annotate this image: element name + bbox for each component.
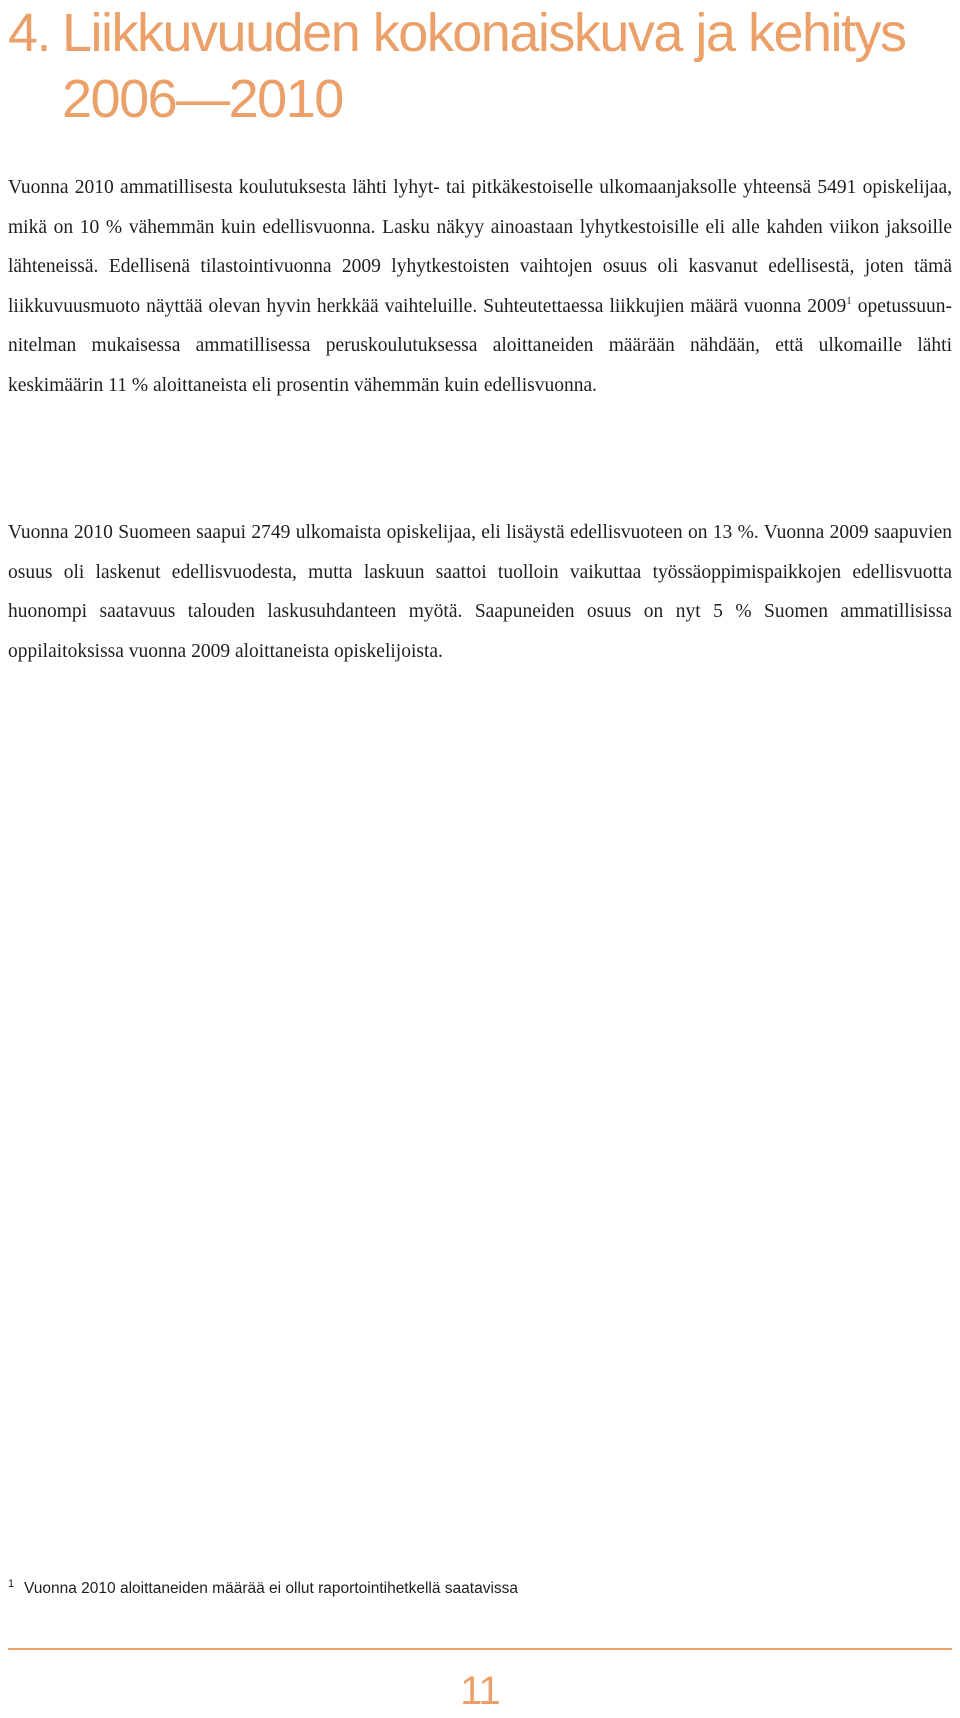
chapter-heading: [8, 0, 948, 132]
paragraph-1-text-end: opetussuunnitelman mukaisessa ammatillisessa peruskoulutuksessa aloittaneiden määrään nähdään, että ulkomaille lähti keskimäärin 11 % aloittaneista eli prosentin vähemmän kuin edellisvuonna.: [8, 295, 953, 396]
footnote-mark: 1: [8, 1578, 15, 1590]
chapter-number: 4.: [8, 3, 51, 63]
footnote-text: Vuonna 2010 aloittaneiden määrää ei ollut raportointihetkellä saatavissa: [24, 1580, 519, 1597]
page-number: 11: [460, 1669, 500, 1713]
chapter-title: Liikkuvuuden kokonaiskuva ja kehitys: [62, 3, 906, 63]
chapter-years: 2006—2010: [62, 69, 343, 129]
footer-divider: [8, 1648, 952, 1650]
footnote: [8, 1574, 948, 1599]
body-paragraph-2: Vuonna 2010 Suomeen saapui 2749 ulkomaista opiskelijaa, eli lisäystä edellisvuoteen on 13 %. Vuonna 2009 saapuvien osuus oli laskenut edellisvuodesta, mutta laskuun saattoi tuolloin vaikuttaa työssäoppimispaikkojen edellisvuotta huonompi saatavuus talouden laskusuhdanteen myötä. Saapuneiden osuus on nyt 5 % Suomen ammatillisissa oppilaitoksissa vuonna 2009 aloittaneista opiskelijoista.: [8, 522, 952, 662]
chapter-heading-line1: [8, 0, 948, 66]
body-paragraph-1: [8, 168, 952, 405]
footnote-reference: 1: [846, 294, 852, 307]
paragraph-1-text-start: Vuonna 2010 ammatillisesta koulutuksesta lähti lyhyt- tai pitkäkestoiselle ulkomaanjaksolle yhteensä 5491 opiskelijaa, mikä on 10 % vähemmän kuin edellisvuonna. Lasku näkyy ainoastaan lyhytkestoisille eli alle kahden viikon jaksoille lähteneissä. Edellisenä tilastointivuonna 2009 lyhytkestoisten vaihtojen osuus oli kasvanut edellisestä, joten tämä liikkuvuusmuoto näyttää olevan hyvin herkkää vaihteluille. Suhteutettaessa liikkujien määrä vuonna 2009: [8, 177, 952, 317]
